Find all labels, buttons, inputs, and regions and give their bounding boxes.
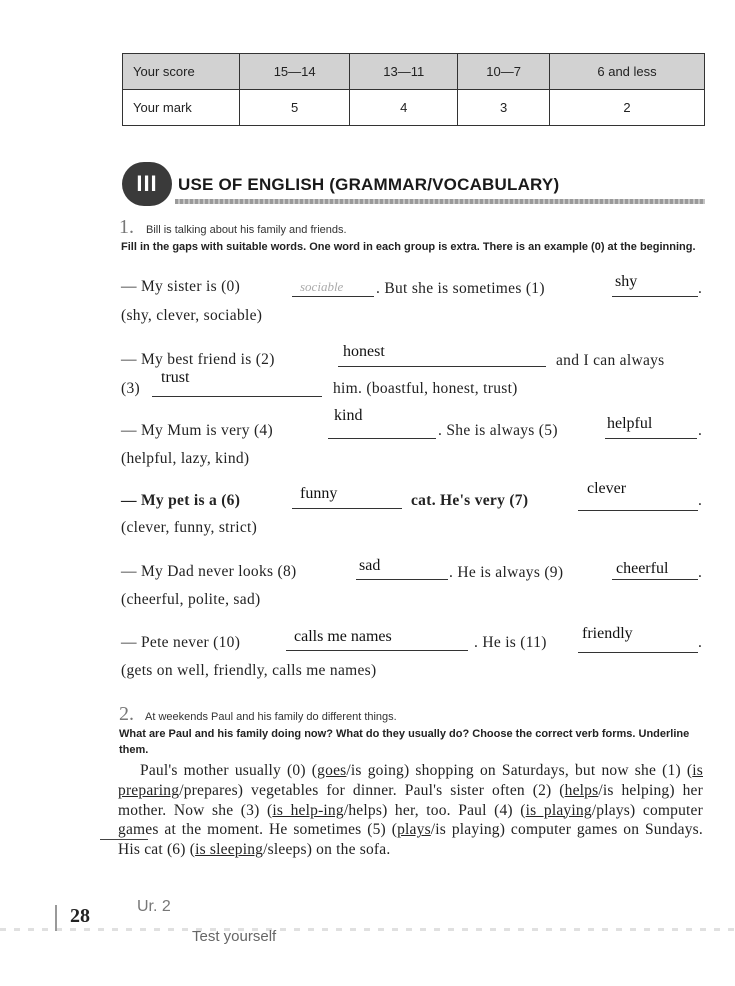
answer-6: funny <box>300 485 338 502</box>
task-number: 2. <box>119 703 134 725</box>
answer-9: cheerful <box>616 560 669 577</box>
footer-bar <box>0 928 735 931</box>
sentence-text: — My sister is (0) <box>121 278 241 295</box>
sentence-text: — My Mum is very (4) <box>121 422 273 439</box>
paragraph-text: /helps) her, too. Paul (4) ( <box>343 801 526 819</box>
footer-subtitle: Test yourself <box>192 928 277 945</box>
sentence-text: . He is always (9) <box>449 564 564 581</box>
section-title: USE OF ENGLISH (GRAMMAR/VOCABULARY) <box>178 175 560 194</box>
answer-2: honest <box>343 343 385 360</box>
paragraph-text: Paul's mother usually (0) ( <box>140 762 318 779</box>
score-label: Your score <box>123 54 240 90</box>
answer-11: friendly <box>582 625 633 642</box>
paragraph-text: /is going) shopping on Saturdays, but now she (1) ( <box>346 762 693 779</box>
underlined-choice[interactable]: is playing <box>525 801 592 819</box>
underlined-choice[interactable]: is preparing <box>118 762 703 799</box>
underlined-choice[interactable]: plays <box>397 821 431 839</box>
score-range: 13—11 <box>350 54 458 90</box>
sentence-text: (3) <box>121 380 140 397</box>
answer-4: kind <box>334 407 363 424</box>
answer-5: helpful <box>607 415 653 432</box>
mark-value: 4 <box>350 90 458 126</box>
sentence-text: him. (boastful, honest, trust) <box>333 380 518 397</box>
unit-label: Ur. 2 <box>137 898 171 915</box>
task-number: 1. <box>119 216 134 238</box>
answer-1: shy <box>615 273 638 290</box>
score-range: 10—7 <box>458 54 550 90</box>
underlined-choice[interactable]: is sleeping <box>195 841 264 859</box>
task-instruction: What are Paul and his family doing now? What do they usually do? Choose the correct verb forms. Underline them. <box>119 728 690 756</box>
sentence-text: — Pete never (10) <box>121 634 241 651</box>
sentence-text: . He is (11) <box>474 634 547 651</box>
word-options: (clever, funny, strict) <box>121 519 258 536</box>
paragraph-text: /prepares) vegetables for dinner. Paul's sister often (2) ( <box>179 781 565 799</box>
mark-label: Your mark <box>123 90 240 126</box>
word-options: (helpful, lazy, kind) <box>121 450 250 467</box>
period: . <box>698 280 703 297</box>
word-options: (shy, clever, sociable) <box>121 307 263 324</box>
underlined-choice[interactable]: is help-ing <box>272 801 344 819</box>
sentence-text: and I can always <box>556 352 665 369</box>
sentence-text: — My Dad never looks (8) <box>121 563 297 580</box>
example-answer: sociable <box>300 279 344 294</box>
score-row <box>123 54 705 90</box>
period: . <box>698 564 703 581</box>
task-instruction: Fill in the gaps with suitable words. One word in each group is extra. There is an example (0) at the beginning. <box>121 241 696 253</box>
paragraph-text: /plays) computer games at the moment. He sometimes (5) ( <box>118 801 703 839</box>
answer-10: calls me names <box>294 628 392 645</box>
mark-row <box>123 90 705 126</box>
sentence-text: . But she is sometimes (1) <box>376 280 545 297</box>
section-badge: III <box>122 162 172 206</box>
score-table <box>122 53 705 126</box>
paragraph-text: /is helping) her mother. Now she (3) ( <box>118 781 703 819</box>
period: . <box>698 422 703 439</box>
mark-value: 3 <box>458 90 550 126</box>
handwritten-underline <box>100 839 148 840</box>
sentence-text: — My pet is a (6) <box>121 492 241 509</box>
task-intro: At weekends Paul and his family do different things. <box>145 711 397 723</box>
section-divider <box>175 199 705 204</box>
underlined-choice[interactable]: helps <box>564 781 599 799</box>
score-range: 15—14 <box>240 54 350 90</box>
answer-8: sad <box>359 557 381 574</box>
word-options: (cheerful, polite, sad) <box>121 591 261 608</box>
paragraph-text: /sleeps) on the sofa. <box>263 841 391 859</box>
sentence-text: — My best friend is (2) <box>121 351 275 368</box>
word-options: (gets on well, friendly, calls me names) <box>121 662 377 679</box>
score-range: 6 and less <box>550 54 705 90</box>
sentence-text: cat. He's very (7) <box>411 492 529 509</box>
underlined-choice[interactable]: goes <box>317 762 347 779</box>
sentence-text: . She is always (5) <box>438 422 558 439</box>
period: . <box>698 634 703 651</box>
answer-7: clever <box>587 480 627 497</box>
answer-3: trust <box>161 369 190 386</box>
task2-paragraph <box>118 761 703 860</box>
mark-value: 2 <box>550 90 705 126</box>
mark-value: 5 <box>240 90 350 126</box>
page-number: 28 <box>70 905 90 927</box>
paragraph-text: /is playing) computer games on Sundays. His cat (6) ( <box>118 821 703 859</box>
period: . <box>698 492 703 509</box>
task-intro: Bill is talking about his family and friends. <box>146 224 347 236</box>
